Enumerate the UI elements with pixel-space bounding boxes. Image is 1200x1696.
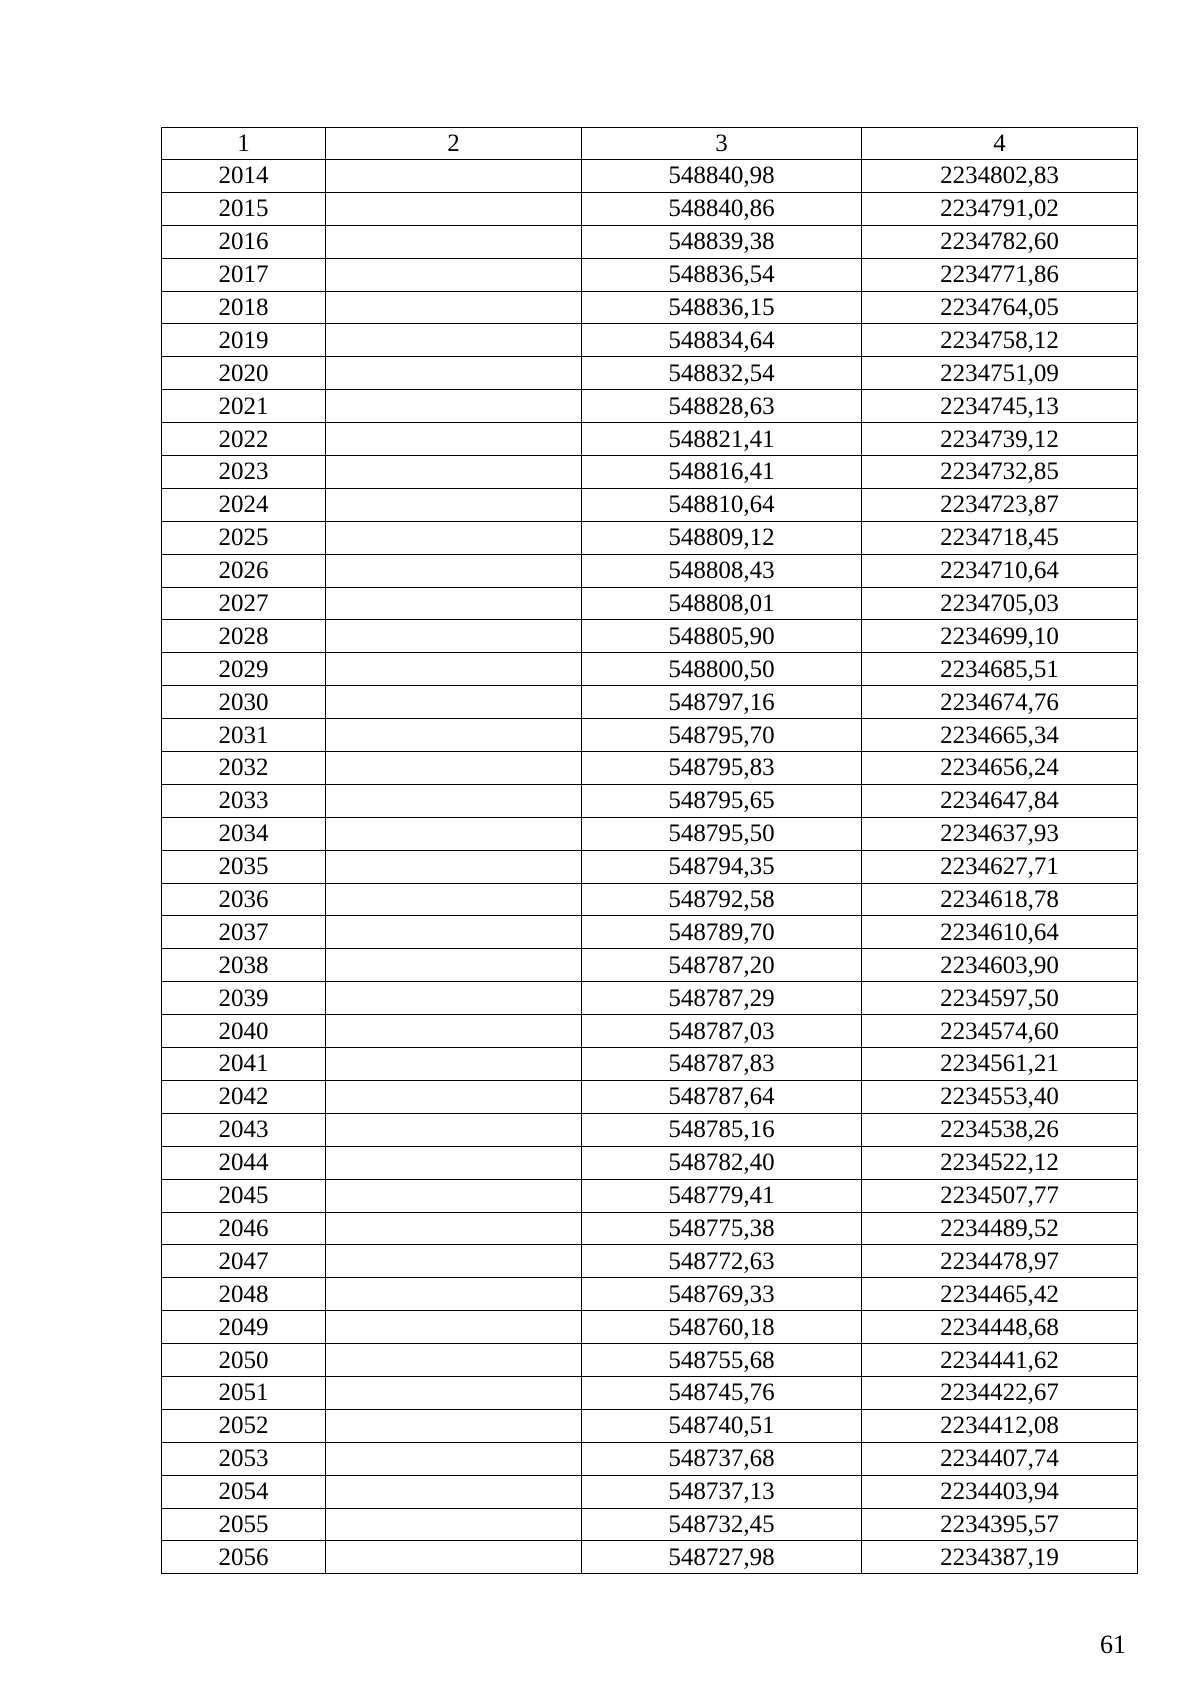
point-number-cell: 2034 bbox=[162, 817, 326, 850]
table-row bbox=[162, 1376, 1138, 1409]
empty-cell bbox=[326, 1442, 582, 1475]
x-coordinate-cell: 548800,50 bbox=[582, 653, 862, 686]
table-row bbox=[162, 1442, 1138, 1475]
x-coordinate-cell: 548834,64 bbox=[582, 324, 862, 357]
x-coordinate-cell: 548821,41 bbox=[582, 423, 862, 456]
point-number-cell: 2036 bbox=[162, 883, 326, 916]
table-row bbox=[162, 160, 1138, 193]
table-row bbox=[162, 192, 1138, 225]
table-row bbox=[162, 1409, 1138, 1442]
empty-cell bbox=[326, 160, 582, 193]
point-number-cell: 2032 bbox=[162, 752, 326, 785]
table-row bbox=[162, 949, 1138, 982]
point-number-cell: 2052 bbox=[162, 1409, 326, 1442]
x-coordinate-cell: 548839,38 bbox=[582, 225, 862, 258]
empty-cell bbox=[326, 719, 582, 752]
point-number-cell: 2050 bbox=[162, 1344, 326, 1377]
y-coordinate-cell: 2234603,90 bbox=[862, 949, 1138, 982]
empty-cell bbox=[326, 390, 582, 423]
table-row bbox=[162, 1475, 1138, 1508]
y-coordinate-cell: 2234705,03 bbox=[862, 587, 1138, 620]
table-row bbox=[162, 817, 1138, 850]
point-number-cell: 2028 bbox=[162, 620, 326, 653]
x-coordinate-cell: 548808,43 bbox=[582, 554, 862, 587]
table-row bbox=[162, 423, 1138, 456]
y-coordinate-cell: 2234751,09 bbox=[862, 357, 1138, 390]
y-coordinate-cell: 2234553,40 bbox=[862, 1080, 1138, 1113]
table-row bbox=[162, 1508, 1138, 1541]
table-row bbox=[162, 554, 1138, 587]
y-coordinate-cell: 2234665,34 bbox=[862, 719, 1138, 752]
y-coordinate-cell: 2234448,68 bbox=[862, 1311, 1138, 1344]
point-number-cell: 2018 bbox=[162, 291, 326, 324]
point-number-cell: 2041 bbox=[162, 1048, 326, 1081]
table-row bbox=[162, 1113, 1138, 1146]
point-number-cell: 2020 bbox=[162, 357, 326, 390]
point-number-cell: 2040 bbox=[162, 1015, 326, 1048]
empty-cell bbox=[326, 1344, 582, 1377]
y-coordinate-cell: 2234718,45 bbox=[862, 521, 1138, 554]
point-number-cell: 2019 bbox=[162, 324, 326, 357]
point-number-cell: 2047 bbox=[162, 1245, 326, 1278]
x-coordinate-cell: 548797,16 bbox=[582, 686, 862, 719]
x-coordinate-cell: 548840,98 bbox=[582, 160, 862, 193]
table-row bbox=[162, 357, 1138, 390]
header-cell-3: 3 bbox=[582, 128, 862, 160]
table-row bbox=[162, 225, 1138, 258]
table-row bbox=[162, 1541, 1138, 1574]
empty-cell bbox=[326, 1146, 582, 1179]
empty-cell bbox=[326, 1048, 582, 1081]
table-row bbox=[162, 521, 1138, 554]
table-row bbox=[162, 784, 1138, 817]
x-coordinate-cell: 548810,64 bbox=[582, 488, 862, 521]
empty-cell bbox=[326, 488, 582, 521]
x-coordinate-cell: 548779,41 bbox=[582, 1179, 862, 1212]
empty-cell bbox=[326, 1179, 582, 1212]
y-coordinate-cell: 2234538,26 bbox=[862, 1113, 1138, 1146]
x-coordinate-cell: 548789,70 bbox=[582, 916, 862, 949]
x-coordinate-cell: 548787,20 bbox=[582, 949, 862, 982]
empty-cell bbox=[326, 192, 582, 225]
empty-cell bbox=[326, 1541, 582, 1574]
x-coordinate-cell: 548808,01 bbox=[582, 587, 862, 620]
table-row bbox=[162, 686, 1138, 719]
table-row bbox=[162, 916, 1138, 949]
header-cell-1: 1 bbox=[162, 128, 326, 160]
point-number-cell: 2024 bbox=[162, 488, 326, 521]
x-coordinate-cell: 548832,54 bbox=[582, 357, 862, 390]
header-cell-2: 2 bbox=[326, 128, 582, 160]
point-number-cell: 2014 bbox=[162, 160, 326, 193]
y-coordinate-cell: 2234758,12 bbox=[862, 324, 1138, 357]
x-coordinate-cell: 548732,45 bbox=[582, 1508, 862, 1541]
empty-cell bbox=[326, 1245, 582, 1278]
empty-cell bbox=[326, 456, 582, 489]
y-coordinate-cell: 2234739,12 bbox=[862, 423, 1138, 456]
x-coordinate-cell: 548795,83 bbox=[582, 752, 862, 785]
y-coordinate-cell: 2234522,12 bbox=[862, 1146, 1138, 1179]
x-coordinate-cell: 548787,03 bbox=[582, 1015, 862, 1048]
empty-cell bbox=[326, 817, 582, 850]
y-coordinate-cell: 2234732,85 bbox=[862, 456, 1138, 489]
point-number-cell: 2048 bbox=[162, 1278, 326, 1311]
point-number-cell: 2055 bbox=[162, 1508, 326, 1541]
empty-cell bbox=[326, 1212, 582, 1245]
point-number-cell: 2046 bbox=[162, 1212, 326, 1245]
table-row bbox=[162, 620, 1138, 653]
empty-cell bbox=[326, 686, 582, 719]
table-row bbox=[162, 653, 1138, 686]
table-row bbox=[162, 1245, 1138, 1278]
point-number-cell: 2026 bbox=[162, 554, 326, 587]
point-number-cell: 2037 bbox=[162, 916, 326, 949]
y-coordinate-cell: 2234637,93 bbox=[862, 817, 1138, 850]
point-number-cell: 2023 bbox=[162, 456, 326, 489]
y-coordinate-cell: 2234627,71 bbox=[862, 850, 1138, 883]
empty-cell bbox=[326, 916, 582, 949]
table-row bbox=[162, 1311, 1138, 1344]
y-coordinate-cell: 2234478,97 bbox=[862, 1245, 1138, 1278]
y-coordinate-cell: 2234403,94 bbox=[862, 1475, 1138, 1508]
x-coordinate-cell: 548737,13 bbox=[582, 1475, 862, 1508]
table-row bbox=[162, 390, 1138, 423]
y-coordinate-cell: 2234764,05 bbox=[862, 291, 1138, 324]
empty-cell bbox=[326, 982, 582, 1015]
table-header bbox=[162, 128, 1138, 160]
x-coordinate-cell: 548794,35 bbox=[582, 850, 862, 883]
x-coordinate-cell: 548787,83 bbox=[582, 1048, 862, 1081]
table-row bbox=[162, 488, 1138, 521]
point-number-cell: 2043 bbox=[162, 1113, 326, 1146]
y-coordinate-cell: 2234802,83 bbox=[862, 160, 1138, 193]
x-coordinate-cell: 548795,50 bbox=[582, 817, 862, 850]
empty-cell bbox=[326, 1015, 582, 1048]
table-body bbox=[162, 160, 1138, 1574]
x-coordinate-cell: 548840,86 bbox=[582, 192, 862, 225]
x-coordinate-cell: 548787,29 bbox=[582, 982, 862, 1015]
point-number-cell: 2049 bbox=[162, 1311, 326, 1344]
point-number-cell: 2021 bbox=[162, 390, 326, 423]
header-row bbox=[162, 128, 1138, 160]
table-row bbox=[162, 1344, 1138, 1377]
point-number-cell: 2015 bbox=[162, 192, 326, 225]
point-number-cell: 2031 bbox=[162, 719, 326, 752]
empty-cell bbox=[326, 1278, 582, 1311]
y-coordinate-cell: 2234745,13 bbox=[862, 390, 1138, 423]
x-coordinate-cell: 548785,16 bbox=[582, 1113, 862, 1146]
x-coordinate-cell: 548745,76 bbox=[582, 1376, 862, 1409]
y-coordinate-cell: 2234412,08 bbox=[862, 1409, 1138, 1442]
empty-cell bbox=[326, 324, 582, 357]
point-number-cell: 2022 bbox=[162, 423, 326, 456]
table-row bbox=[162, 258, 1138, 291]
x-coordinate-cell: 548760,18 bbox=[582, 1311, 862, 1344]
y-coordinate-cell: 2234422,67 bbox=[862, 1376, 1138, 1409]
empty-cell bbox=[326, 949, 582, 982]
table-row bbox=[162, 850, 1138, 883]
empty-cell bbox=[326, 1475, 582, 1508]
table-row bbox=[162, 1278, 1138, 1311]
point-number-cell: 2035 bbox=[162, 850, 326, 883]
empty-cell bbox=[326, 850, 582, 883]
empty-cell bbox=[326, 1080, 582, 1113]
point-number-cell: 2025 bbox=[162, 521, 326, 554]
page-number: 61 bbox=[1100, 1630, 1126, 1659]
point-number-cell: 2044 bbox=[162, 1146, 326, 1179]
y-coordinate-cell: 2234685,51 bbox=[862, 653, 1138, 686]
point-number-cell: 2039 bbox=[162, 982, 326, 1015]
point-number-cell: 2045 bbox=[162, 1179, 326, 1212]
point-number-cell: 2030 bbox=[162, 686, 326, 719]
y-coordinate-cell: 2234489,52 bbox=[862, 1212, 1138, 1245]
table-row bbox=[162, 1212, 1138, 1245]
x-coordinate-cell: 548795,70 bbox=[582, 719, 862, 752]
coordinates-table bbox=[161, 127, 1138, 1574]
y-coordinate-cell: 2234395,57 bbox=[862, 1508, 1138, 1541]
empty-cell bbox=[326, 423, 582, 456]
empty-cell bbox=[326, 1376, 582, 1409]
header-cell-4: 4 bbox=[862, 128, 1138, 160]
empty-cell bbox=[326, 653, 582, 686]
empty-cell bbox=[326, 620, 582, 653]
y-coordinate-cell: 2234618,78 bbox=[862, 883, 1138, 916]
table-row bbox=[162, 719, 1138, 752]
x-coordinate-cell: 548782,40 bbox=[582, 1146, 862, 1179]
point-number-cell: 2033 bbox=[162, 784, 326, 817]
empty-cell bbox=[326, 291, 582, 324]
y-coordinate-cell: 2234561,21 bbox=[862, 1048, 1138, 1081]
point-number-cell: 2054 bbox=[162, 1475, 326, 1508]
y-coordinate-cell: 2234597,50 bbox=[862, 982, 1138, 1015]
point-number-cell: 2016 bbox=[162, 225, 326, 258]
table-row bbox=[162, 1048, 1138, 1081]
x-coordinate-cell: 548795,65 bbox=[582, 784, 862, 817]
x-coordinate-cell: 548775,38 bbox=[582, 1212, 862, 1245]
table-row bbox=[162, 324, 1138, 357]
y-coordinate-cell: 2234441,62 bbox=[862, 1344, 1138, 1377]
table-row bbox=[162, 1015, 1138, 1048]
y-coordinate-cell: 2234465,42 bbox=[862, 1278, 1138, 1311]
table-row bbox=[162, 587, 1138, 620]
empty-cell bbox=[326, 357, 582, 390]
x-coordinate-cell: 548737,68 bbox=[582, 1442, 862, 1475]
y-coordinate-cell: 2234407,74 bbox=[862, 1442, 1138, 1475]
point-number-cell: 2038 bbox=[162, 949, 326, 982]
y-coordinate-cell: 2234674,76 bbox=[862, 686, 1138, 719]
x-coordinate-cell: 548769,33 bbox=[582, 1278, 862, 1311]
x-coordinate-cell: 548828,63 bbox=[582, 390, 862, 423]
table-row bbox=[162, 1179, 1138, 1212]
y-coordinate-cell: 2234507,77 bbox=[862, 1179, 1138, 1212]
x-coordinate-cell: 548772,63 bbox=[582, 1245, 862, 1278]
y-coordinate-cell: 2234771,86 bbox=[862, 258, 1138, 291]
point-number-cell: 2029 bbox=[162, 653, 326, 686]
x-coordinate-cell: 548805,90 bbox=[582, 620, 862, 653]
x-coordinate-cell: 548740,51 bbox=[582, 1409, 862, 1442]
x-coordinate-cell: 548787,64 bbox=[582, 1080, 862, 1113]
y-coordinate-cell: 2234656,24 bbox=[862, 752, 1138, 785]
empty-cell bbox=[326, 521, 582, 554]
table-row bbox=[162, 1080, 1138, 1113]
empty-cell bbox=[326, 1113, 582, 1146]
table-row bbox=[162, 883, 1138, 916]
empty-cell bbox=[326, 1409, 582, 1442]
y-coordinate-cell: 2234610,64 bbox=[862, 916, 1138, 949]
x-coordinate-cell: 548809,12 bbox=[582, 521, 862, 554]
table-row bbox=[162, 291, 1138, 324]
empty-cell bbox=[326, 258, 582, 291]
point-number-cell: 2042 bbox=[162, 1080, 326, 1113]
x-coordinate-cell: 548836,15 bbox=[582, 291, 862, 324]
empty-cell bbox=[326, 1311, 582, 1344]
y-coordinate-cell: 2234647,84 bbox=[862, 784, 1138, 817]
y-coordinate-cell: 2234782,60 bbox=[862, 225, 1138, 258]
y-coordinate-cell: 2234699,10 bbox=[862, 620, 1138, 653]
empty-cell bbox=[326, 554, 582, 587]
point-number-cell: 2053 bbox=[162, 1442, 326, 1475]
x-coordinate-cell: 548836,54 bbox=[582, 258, 862, 291]
y-coordinate-cell: 2234710,64 bbox=[862, 554, 1138, 587]
y-coordinate-cell: 2234791,02 bbox=[862, 192, 1138, 225]
x-coordinate-cell: 548792,58 bbox=[582, 883, 862, 916]
point-number-cell: 2017 bbox=[162, 258, 326, 291]
empty-cell bbox=[326, 1508, 582, 1541]
table-row bbox=[162, 1146, 1138, 1179]
y-coordinate-cell: 2234574,60 bbox=[862, 1015, 1138, 1048]
point-number-cell: 2056 bbox=[162, 1541, 326, 1574]
y-coordinate-cell: 2234387,19 bbox=[862, 1541, 1138, 1574]
table-row bbox=[162, 982, 1138, 1015]
point-number-cell: 2051 bbox=[162, 1376, 326, 1409]
x-coordinate-cell: 548755,68 bbox=[582, 1344, 862, 1377]
point-number-cell: 2027 bbox=[162, 587, 326, 620]
table-row bbox=[162, 752, 1138, 785]
empty-cell bbox=[326, 784, 582, 817]
empty-cell bbox=[326, 225, 582, 258]
y-coordinate-cell: 2234723,87 bbox=[862, 488, 1138, 521]
empty-cell bbox=[326, 752, 582, 785]
empty-cell bbox=[326, 587, 582, 620]
empty-cell bbox=[326, 883, 582, 916]
table-row bbox=[162, 456, 1138, 489]
x-coordinate-cell: 548816,41 bbox=[582, 456, 862, 489]
x-coordinate-cell: 548727,98 bbox=[582, 1541, 862, 1574]
